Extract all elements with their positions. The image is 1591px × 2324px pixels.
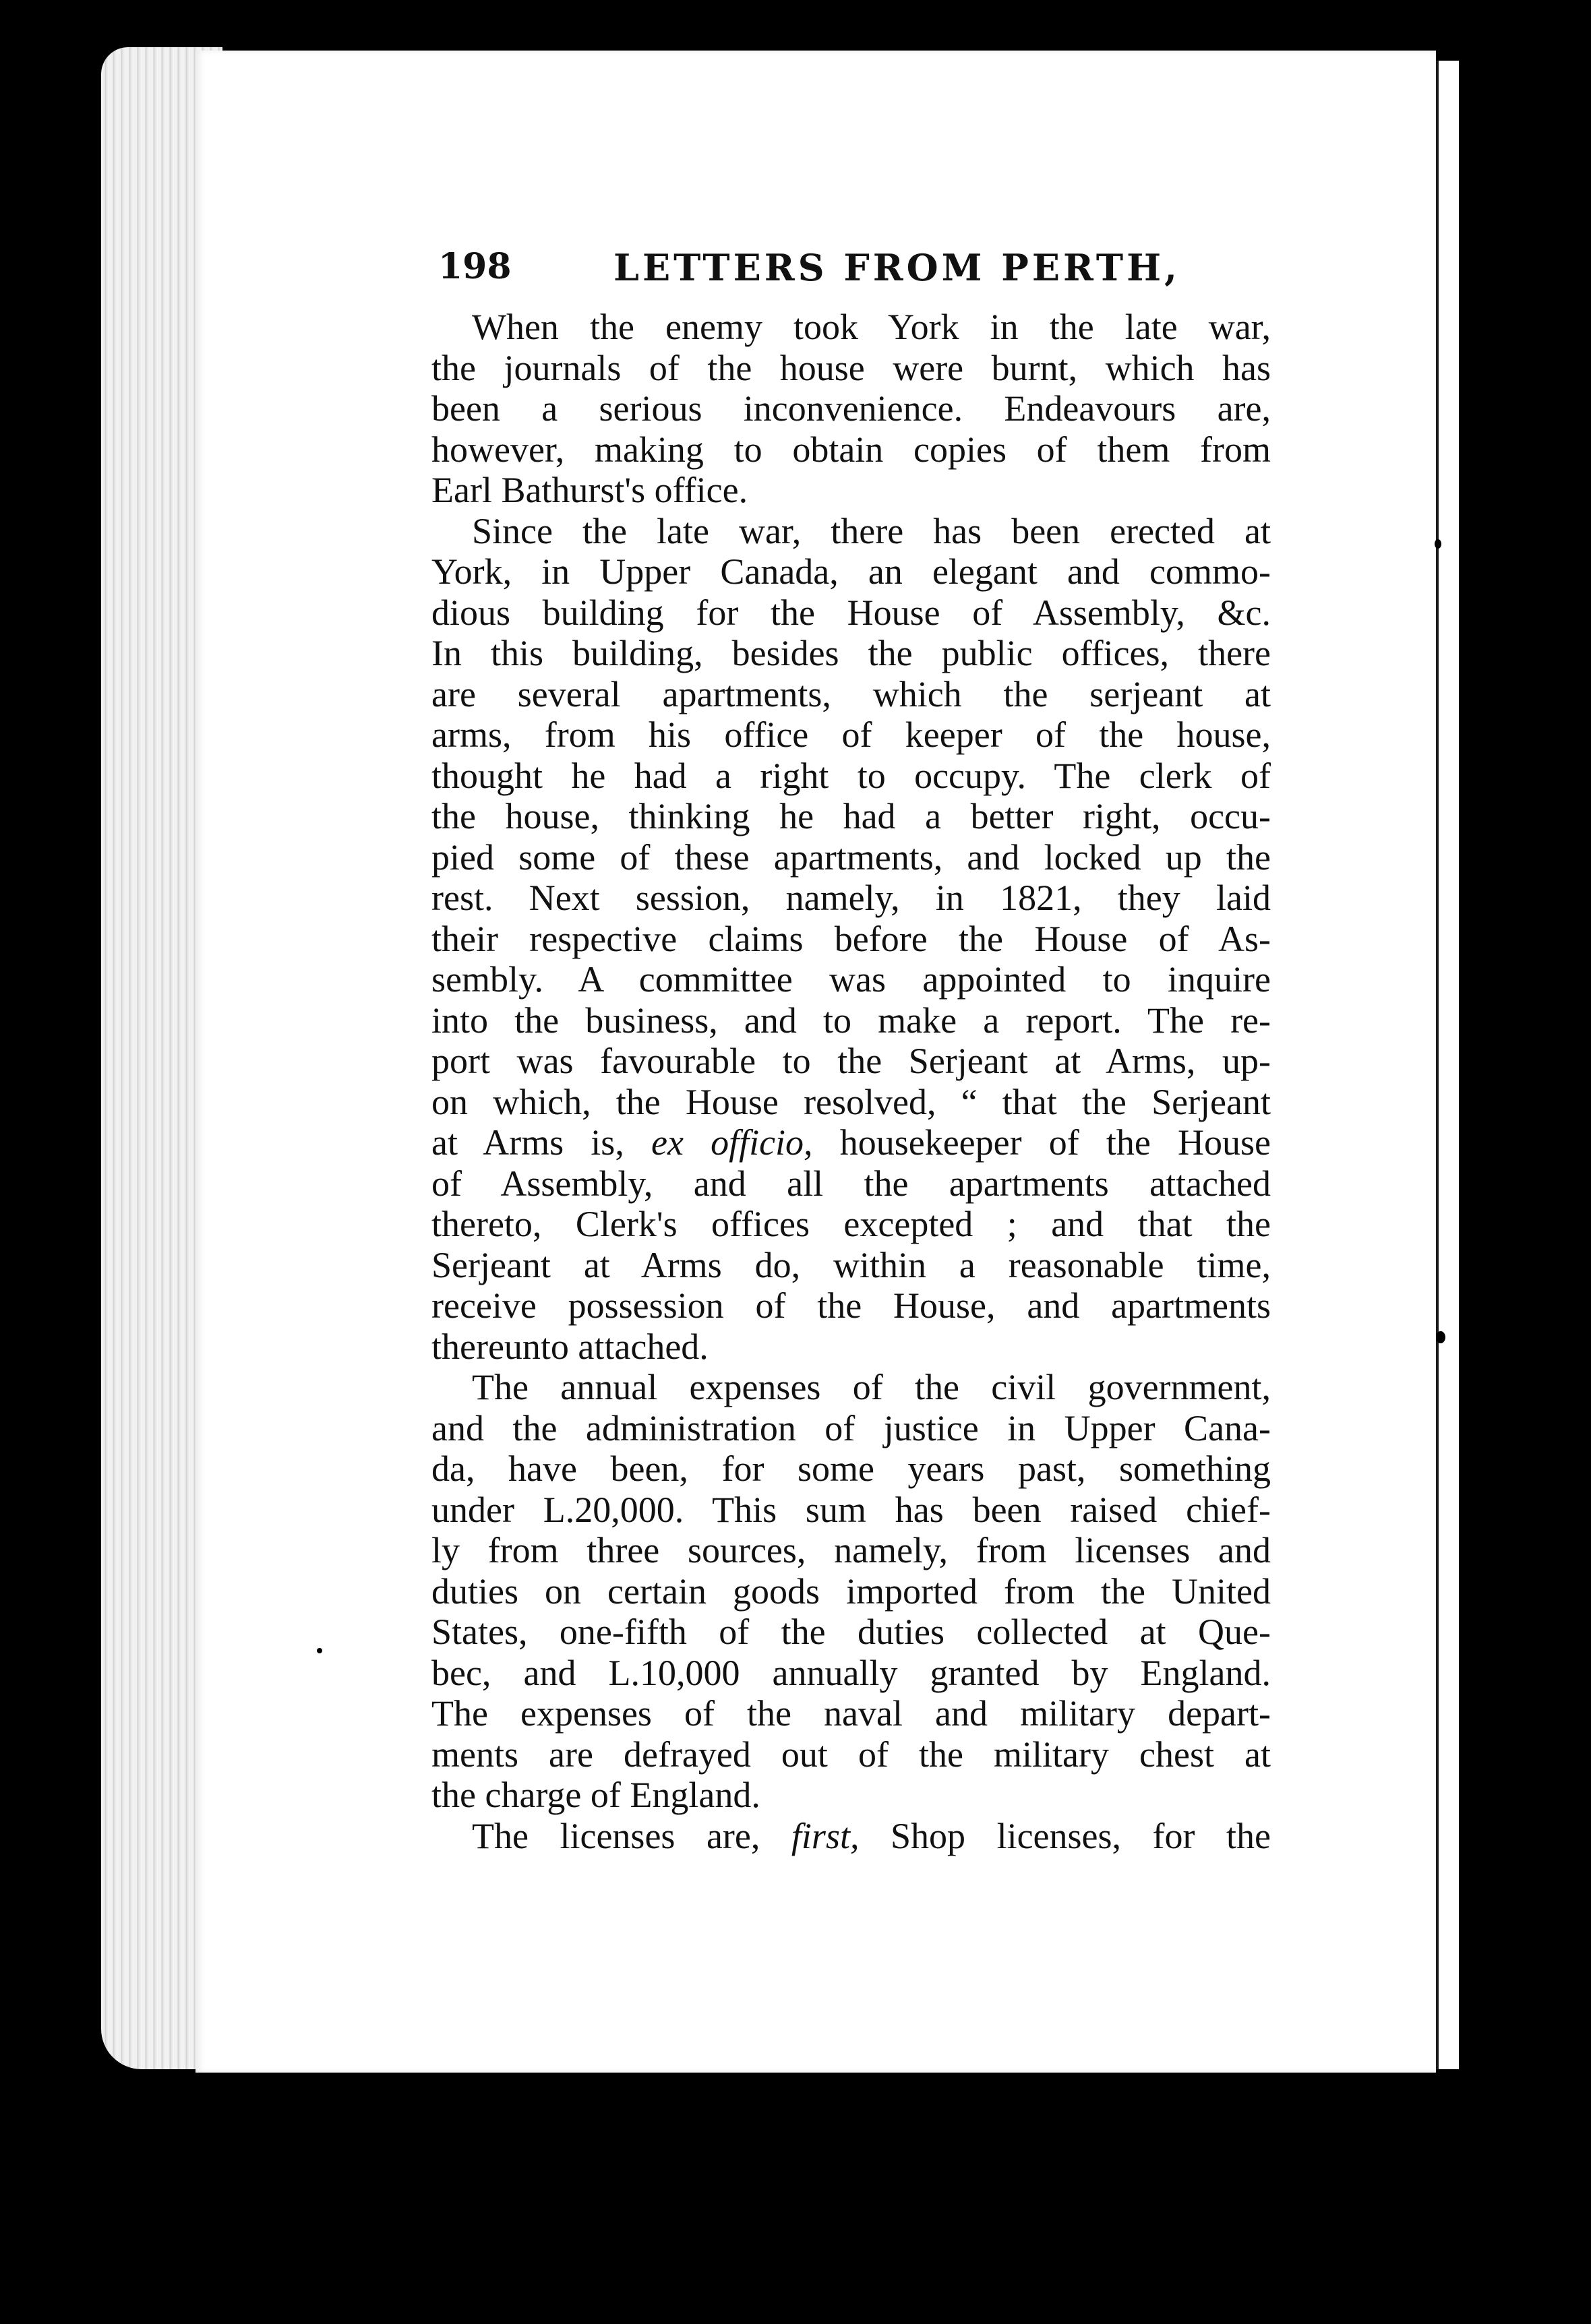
text-line: bec, and L.10,000 annually granted by England. <box>431 1652 1271 1693</box>
body-text <box>431 307 1271 1856</box>
text-line: are several apartments, which the serjeant at <box>431 673 1271 714</box>
text-line: under L.20,000. This sum has been raised chief- <box>431 1489 1271 1530</box>
text-line: duties on certain goods imported from the United <box>431 1570 1271 1612</box>
italic-phrase: ex officio, <box>651 1122 813 1163</box>
text-line: da, have been, for some years past, something <box>431 1448 1271 1489</box>
ink-speck <box>1435 539 1441 549</box>
text-segment: The licenses are, <box>472 1815 791 1856</box>
text-line: sembly. A committee was appointed to inquire <box>431 959 1271 1000</box>
text-line: dious building for the House of Assembly, &c. <box>431 592 1271 633</box>
text-line: Serjeant at Arms do, within a reasonable time, <box>431 1244 1271 1285</box>
text-line: on which, the House resolved, “ that the Serjeant <box>431 1081 1271 1122</box>
text-line: States, one-fifth of the duties collected at Que- <box>431 1612 1271 1652</box>
facing-page-edge <box>1436 61 1459 2069</box>
ink-speck <box>317 1648 322 1653</box>
ink-speck <box>1436 1331 1445 1343</box>
text-line: pied some of these apartments, and locked up the <box>431 836 1271 878</box>
text-line: into the business, and to make a report. The re- <box>431 1000 1271 1041</box>
text-line: receive possession of the House, and apartments <box>431 1285 1271 1326</box>
text-line: port was favourable to the Serjeant at Arms, up- <box>431 1041 1271 1081</box>
text-segment: housekeeper of the House <box>839 1122 1271 1163</box>
text-line: arms, from his office of keeper of the house, <box>431 714 1271 755</box>
text-line: the charge of England. <box>431 1775 760 1815</box>
text-line: the house, thinking he had a better right, occu- <box>431 796 1271 836</box>
text-line: The annual expenses of the civil government, <box>472 1367 1271 1407</box>
text-line: the journals of the house were burnt, which has <box>431 347 1271 388</box>
running-head: LETTERS FROM PERTH, <box>613 246 1180 289</box>
text-line: Earl Bathurst's office. <box>431 470 748 510</box>
text-line: thereto, Clerk's offices excepted ; and that the <box>431 1204 1271 1244</box>
text-line: been a serious inconvenience. Endeavours are, <box>431 388 1271 429</box>
page-header <box>438 246 1274 293</box>
text-line-with-italic <box>431 1816 1271 1857</box>
text-line: When the enemy took York in the late war, <box>472 307 1271 347</box>
text-line: thereunto attached. <box>431 1326 709 1367</box>
page-number: 198 <box>438 246 512 287</box>
text-line: Since the late war, there has been erected at <box>472 510 1271 551</box>
ink-speck <box>637 2180 641 2187</box>
text-line: The expenses of the naval and military depart- <box>431 1693 1271 1734</box>
text-line: however, making to obtain copies of them from <box>431 429 1271 470</box>
text-line: of Assembly, and all the apartments attached <box>431 1163 1271 1204</box>
text-segment: at Arms is, <box>431 1122 651 1163</box>
text-line: ly from three sources, namely, from licenses and <box>431 1530 1271 1570</box>
text-line: their respective claims before the House of As- <box>431 918 1271 959</box>
text-segment: Shop licenses, for the <box>859 1815 1271 1856</box>
text-line: and the administration of justice in Upper Cana- <box>431 1407 1271 1448</box>
text-line: thought he had a right to occupy. The clerk of <box>431 755 1271 796</box>
text-line: rest. Next session, namely, in 1821, they laid <box>431 878 1271 918</box>
text-line-with-italic <box>431 1122 1271 1163</box>
text-line: In this building, besides the public offices, there <box>431 633 1271 673</box>
text-line: York, in Upper Canada, an elegant and commo- <box>431 551 1271 592</box>
text-line: ments are defrayed out of the military chest at <box>431 1734 1271 1775</box>
italic-word: first, <box>791 1815 860 1856</box>
